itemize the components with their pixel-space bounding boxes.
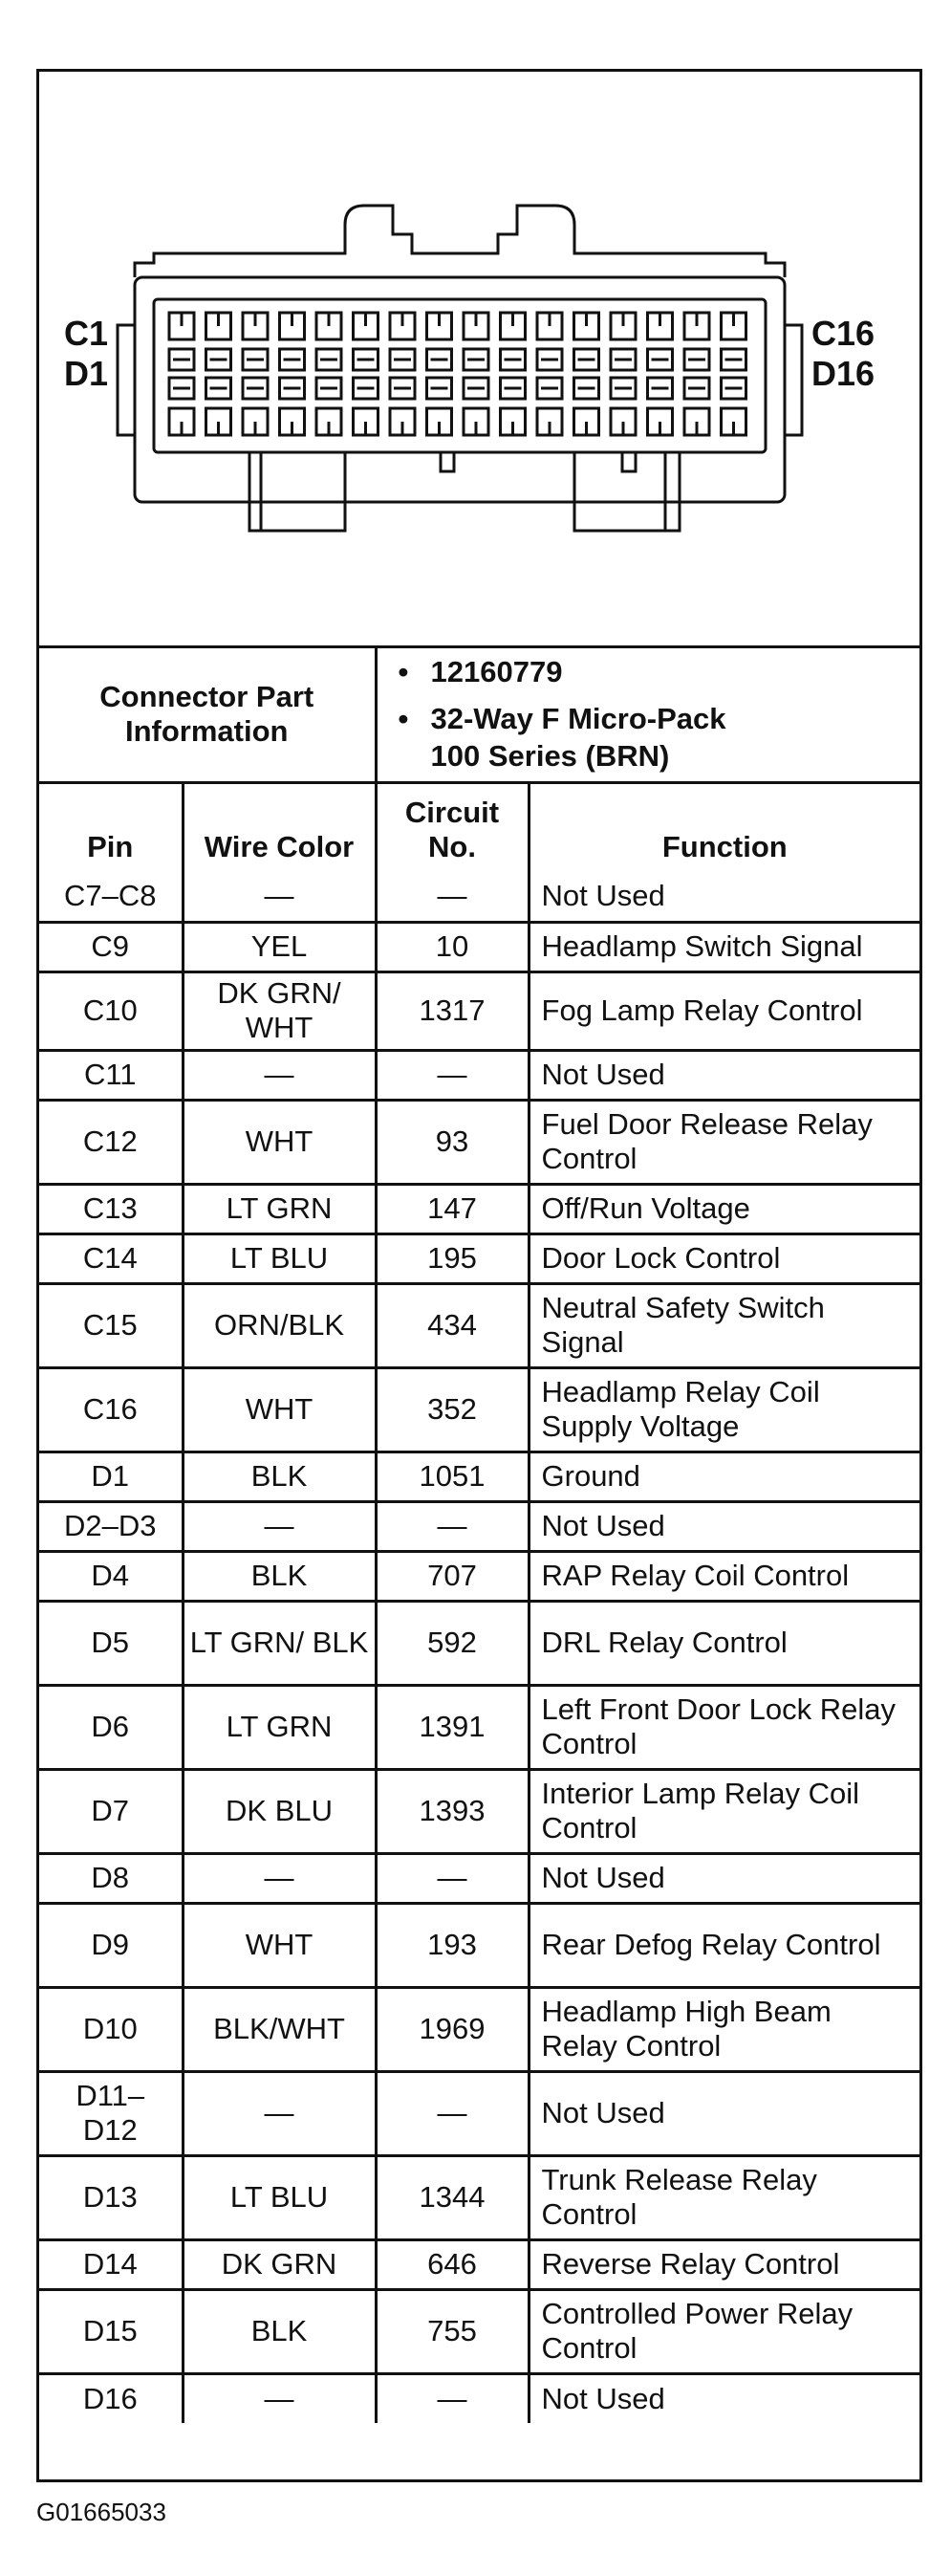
cell-wire-color: — (183, 1050, 376, 1100)
part-info-label: Connector Part Information (39, 648, 376, 782)
cell-function: Headlamp Relay Coil Supply Voltage (529, 1367, 919, 1452)
cell-function: Not Used (529, 1853, 919, 1903)
cell-pin: D6 (39, 1685, 183, 1769)
cell-function: Off/Run Voltage (529, 1184, 919, 1233)
bottom-key-left (249, 452, 345, 531)
left-latch (118, 325, 135, 435)
label-d16: D16 (811, 354, 875, 393)
table-row (39, 2239, 919, 2289)
cell-pin: C14 (39, 1233, 183, 1283)
center-notch-right (622, 452, 636, 471)
cell-circuit: 1317 (376, 971, 529, 1050)
cell-wire-color: DK GRN (183, 2239, 376, 2289)
connector-type: • 32-Way F Micro-Pack 100 Series (BRN) (398, 701, 726, 773)
cell-pin: C9 (39, 922, 183, 971)
cell-circuit: 93 (376, 1100, 529, 1184)
cell-pin: D4 (39, 1551, 183, 1601)
cell-wire-color: LT BLU (183, 1233, 376, 1283)
cell-wire-color: LT GRN/ BLK (183, 1601, 376, 1685)
table-row (39, 1987, 919, 2071)
cell-function: Not Used (529, 1050, 919, 1100)
cell-wire-color: LT GRN (183, 1184, 376, 1233)
table-row (39, 1100, 919, 1184)
table-row (39, 1903, 919, 1987)
cell-wire-color: ORN/BLK (183, 1283, 376, 1367)
cell-circuit: 434 (376, 1283, 529, 1367)
pinout-table (39, 648, 919, 2423)
cell-pin: D13 (39, 2155, 183, 2239)
cell-function: Reverse Relay Control (529, 2239, 919, 2289)
table-row (39, 922, 919, 971)
cell-circuit: — (376, 1501, 529, 1551)
cell-wire-color: WHT (183, 1100, 376, 1184)
cell-circuit: 1393 (376, 1769, 529, 1853)
table-row (39, 2289, 919, 2373)
cell-wire-color: — (183, 2071, 376, 2155)
cell-function: Not Used (529, 2373, 919, 2423)
table-row (39, 2155, 919, 2239)
table-row (39, 1050, 919, 1100)
cell-wire-color: BLK (183, 1551, 376, 1601)
cell-circuit: 147 (376, 1184, 529, 1233)
cell-circuit: 1969 (376, 1987, 529, 2071)
cell-wire-color: YEL (183, 922, 376, 971)
cell-circuit: 1344 (376, 2155, 529, 2239)
table-row (39, 1685, 919, 1769)
cell-circuit: 193 (376, 1903, 529, 1987)
cell-function: RAP Relay Coil Control (529, 1551, 919, 1601)
cell-wire-color: BLK (183, 2289, 376, 2373)
table-row (39, 2071, 919, 2155)
cell-pin: D7 (39, 1769, 183, 1853)
cell-wire-color: BLK/WHT (183, 1987, 376, 2071)
cell-function: Ground (529, 1452, 919, 1501)
cell-wire-color: BLK (183, 1452, 376, 1501)
table-row (39, 1452, 919, 1501)
cell-pin: D5 (39, 1601, 183, 1685)
cell-pin: C16 (39, 1367, 183, 1452)
cell-circuit: — (376, 872, 529, 922)
cell-wire-color: — (183, 1853, 376, 1903)
cell-function: Left Front Door Lock Relay Control (529, 1685, 919, 1769)
table-row (39, 971, 919, 1050)
cell-function: Not Used (529, 1501, 919, 1551)
cell-circuit: 1391 (376, 1685, 529, 1769)
cell-function: DRL Relay Control (529, 1601, 919, 1685)
cell-function: Controlled Power Relay Control (529, 2289, 919, 2373)
cell-pin: C13 (39, 1184, 183, 1233)
cell-circuit: 592 (376, 1601, 529, 1685)
cell-function: Neutral Safety Switch Signal (529, 1283, 919, 1367)
cell-circuit: 195 (376, 1233, 529, 1283)
header-row (39, 782, 919, 872)
cell-circuit: — (376, 1050, 529, 1100)
part-info-row (39, 648, 919, 782)
cell-function: Fog Lamp Relay Control (529, 971, 919, 1050)
figure-id: G01665033 (36, 2498, 166, 2526)
table-row (39, 1367, 919, 1452)
table-row (39, 1184, 919, 1233)
table-row (39, 2373, 919, 2423)
cell-function: Not Used (529, 2071, 919, 2155)
cell-function: Rear Defog Relay Control (529, 1903, 919, 1987)
cell-pin: D1 (39, 1452, 183, 1501)
cell-circuit: — (376, 2373, 529, 2423)
cell-circuit: 10 (376, 922, 529, 971)
cell-wire-color: WHT (183, 1367, 376, 1452)
label-d1: D1 (64, 354, 109, 393)
cell-circuit: 352 (376, 1367, 529, 1452)
label-c1: C1 (64, 314, 109, 353)
cell-function: Headlamp Switch Signal (529, 922, 919, 971)
connector-info-sheet (36, 69, 922, 2482)
cell-wire-color: LT GRN (183, 1685, 376, 1769)
cell-function: Door Lock Control (529, 1233, 919, 1283)
cell-circuit: — (376, 2071, 529, 2155)
table-row (39, 1853, 919, 1903)
part-info-values (376, 648, 919, 782)
cell-pin: D15 (39, 2289, 183, 2373)
header-pin: Pin (39, 782, 183, 872)
cell-function: Headlamp High Beam Relay Control (529, 1987, 919, 2071)
part-number: • 12160779 (398, 655, 563, 689)
center-notch-left (441, 452, 454, 471)
cell-wire-color: — (183, 1501, 376, 1551)
cell-pin: C11 (39, 1050, 183, 1100)
cell-pin: D16 (39, 2373, 183, 2423)
cell-function: Not Used (529, 872, 919, 922)
connector-top-outline (135, 206, 785, 277)
cell-wire-color: — (183, 872, 376, 922)
cell-pin: D8 (39, 1853, 183, 1903)
right-latch (785, 325, 802, 435)
table-row (39, 1233, 919, 1283)
cell-pin: C12 (39, 1100, 183, 1184)
cell-circuit: 755 (376, 2289, 529, 2373)
cell-pin: C15 (39, 1283, 183, 1367)
header-wire-color: Wire Color (183, 782, 376, 872)
cell-circuit: 1051 (376, 1452, 529, 1501)
cell-wire-color: WHT (183, 1903, 376, 1987)
table-row (39, 1283, 919, 1367)
cell-wire-color: DK BLU (183, 1769, 376, 1853)
connector-face-drawing (39, 72, 919, 645)
cell-pin: C10 (39, 971, 183, 1050)
cell-pin: D14 (39, 2239, 183, 2289)
cell-pin: D11– D12 (39, 2071, 183, 2155)
header-circuit: Circuit No. (376, 782, 529, 872)
cell-pin: C7–C8 (39, 872, 183, 922)
cell-pin: D9 (39, 1903, 183, 1987)
header-function: Function (529, 782, 919, 872)
cell-pin: D2–D3 (39, 1501, 183, 1551)
cell-circuit: 646 (376, 2239, 529, 2289)
cell-function: Trunk Release Relay Control (529, 2155, 919, 2239)
cell-wire-color: — (183, 2373, 376, 2423)
cell-wire-color: DK GRN/ WHT (183, 971, 376, 1050)
cell-pin: D10 (39, 1987, 183, 2071)
table-row (39, 872, 919, 922)
cell-function: Interior Lamp Relay Coil Control (529, 1769, 919, 1853)
table-row (39, 1501, 919, 1551)
cell-circuit: 707 (376, 1551, 529, 1601)
label-c16: C16 (811, 314, 875, 353)
cell-circuit: — (376, 1853, 529, 1903)
table-row (39, 1551, 919, 1601)
table-row (39, 1601, 919, 1685)
cell-function: Fuel Door Release Relay Control (529, 1100, 919, 1184)
cell-wire-color: LT BLU (183, 2155, 376, 2239)
table-row (39, 1769, 919, 1853)
connector-diagram (39, 72, 919, 648)
